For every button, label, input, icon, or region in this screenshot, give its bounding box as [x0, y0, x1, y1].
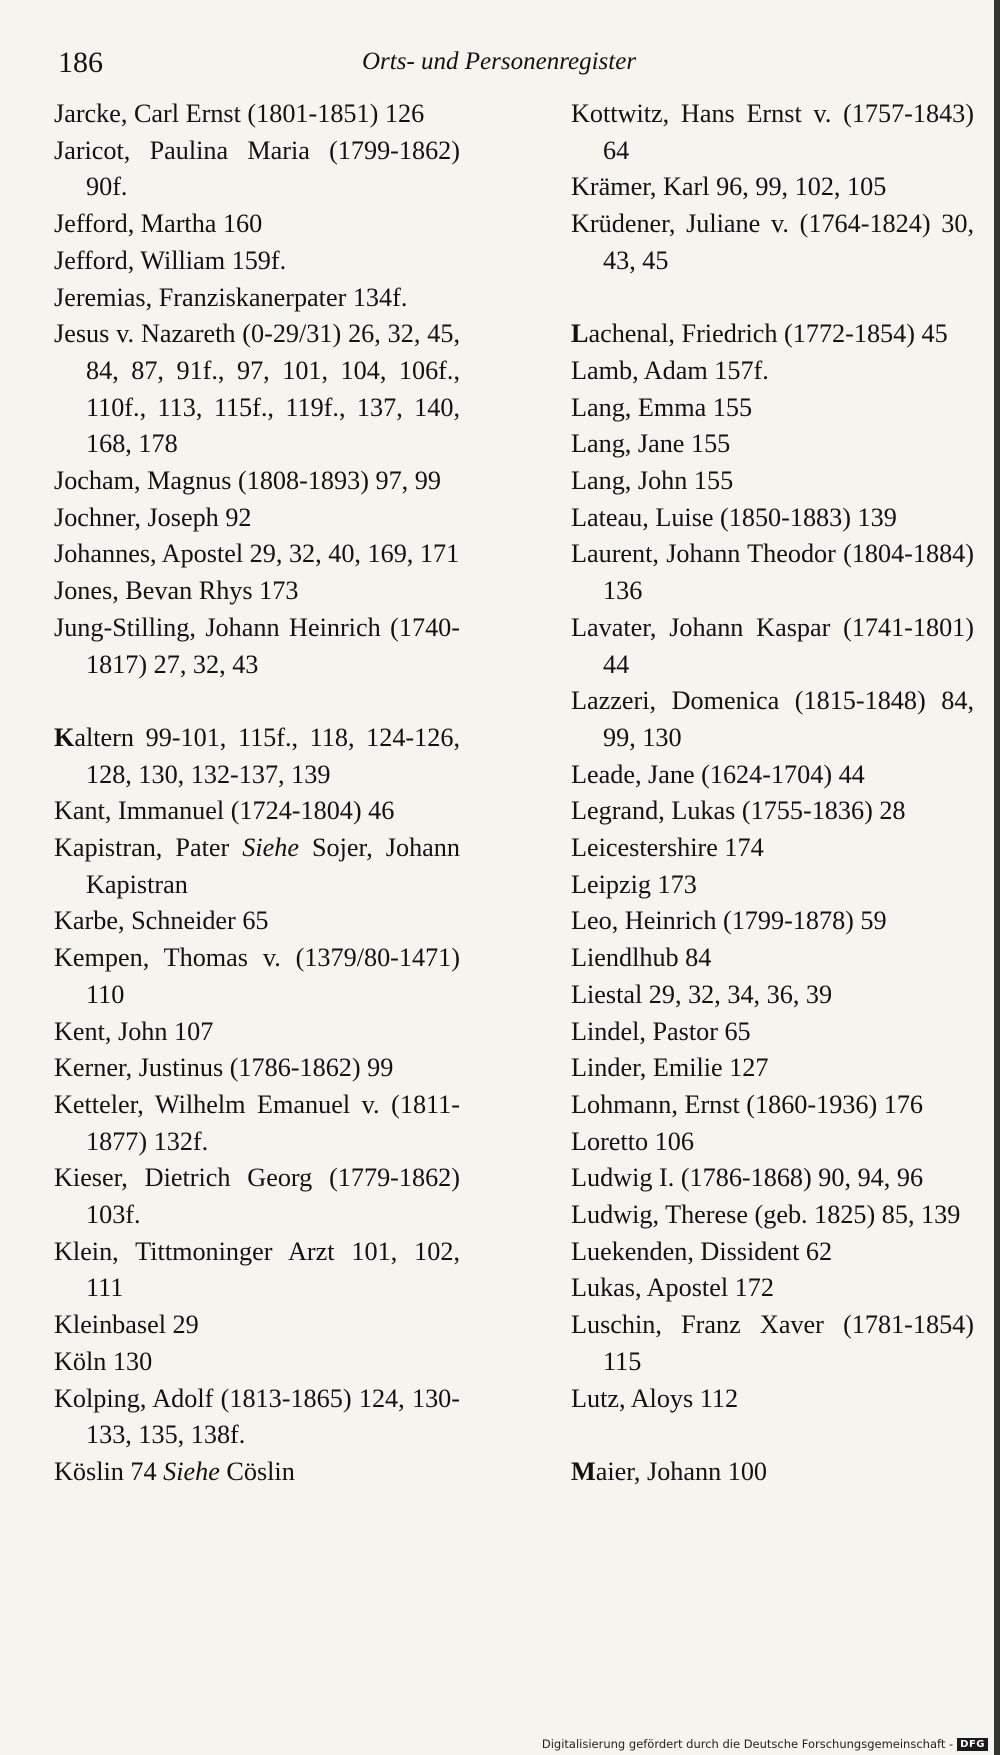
section-spacer	[54, 683, 460, 720]
index-entry	[54, 1381, 460, 1454]
entry-lead: Kapistran, Pater	[54, 833, 243, 863]
index-entry	[54, 243, 460, 280]
entry-text: Lindel, Pastor 65	[571, 1016, 751, 1046]
index-entry	[571, 169, 974, 206]
entry-text: Luekenden, Dissident 62	[571, 1236, 833, 1266]
footer-credit: Digitalisierung gefördert durch die Deutsche Forschungsgemeinschaft -	[541, 1737, 954, 1751]
index-entry	[571, 1454, 974, 1491]
entry-text: Kant, Immanuel (1724-1804) 46	[54, 796, 395, 826]
entry-text: Johannes, Apostel 29, 32, 40, 169, 171	[54, 539, 460, 569]
entry-text: Krüdener, Juliane v. (1764-1824) 30, 43, 45	[571, 209, 974, 275]
entry-text: Sojer, Johann Kapistran	[86, 833, 460, 899]
entry-text: Leo, Heinrich (1799-1878) 59	[571, 906, 887, 936]
index-entry	[571, 1014, 974, 1051]
index-entry	[54, 1160, 460, 1233]
entry-text: Cöslin	[219, 1457, 295, 1486]
entry-text: Lang, Emma 155	[571, 392, 753, 422]
index-entry	[571, 390, 974, 427]
index-entry	[54, 903, 460, 940]
section-spacer	[571, 1417, 974, 1454]
index-entry	[54, 793, 460, 830]
index-entry	[54, 830, 460, 903]
index-entry	[571, 1234, 974, 1271]
entry-text: Köln 130	[54, 1346, 153, 1376]
entry-text: Lavater, Johann Kaspar (1741-1801) 44	[571, 612, 974, 679]
entry-text: Leade, Jane (1624-1704) 44	[571, 759, 865, 789]
index-entry	[571, 1197, 974, 1234]
entry-text: Kolping, Adolf (1813-1865) 124, 130-133, 135, 138f.	[54, 1383, 460, 1450]
index-entry	[571, 903, 974, 940]
entry-text: Krämer, Karl 96, 99, 102, 105	[571, 172, 887, 202]
entry-lead: Köslin 74	[54, 1457, 164, 1486]
index-entry	[571, 1270, 974, 1307]
entry-text: Klein, Tittmoninger Arzt 101, 102, 111	[54, 1236, 460, 1303]
index-entry	[54, 573, 460, 610]
page-number: 186	[58, 46, 103, 79]
index-entry	[54, 316, 460, 463]
index-entry	[54, 1087, 460, 1160]
entry-text: Jones, Bevan Rhys 173	[54, 576, 299, 606]
entry-text: Leipzig 173	[571, 869, 697, 899]
index-entry	[571, 683, 974, 756]
cross-reference-label: Siehe	[242, 833, 299, 863]
index-entry	[54, 1050, 460, 1087]
entry-text: Lateau, Luise (1850-1883) 139	[571, 502, 897, 532]
index-entry	[571, 1124, 974, 1161]
index-entry	[571, 610, 974, 683]
section-initial: K	[54, 722, 75, 752]
entry-text: Lutz, Aloys 112	[571, 1383, 739, 1413]
entry-text: Jocham, Magnus (1808-1893) 97, 99	[54, 466, 441, 496]
index-entry	[571, 1381, 974, 1418]
index-entry	[54, 500, 460, 537]
index-column-right	[571, 96, 974, 1491]
index-entry	[571, 1307, 974, 1380]
index-entry	[54, 610, 460, 683]
entry-text: Lukas, Apostel 172	[571, 1273, 774, 1303]
index-entry	[54, 1344, 460, 1381]
entry-text: altern 99-101, 115f., 118, 124-126, 128, 130, 132-137, 139	[74, 722, 460, 789]
section-initial: L	[571, 319, 589, 349]
entry-text: Lamb, Adam 157f.	[571, 355, 769, 385]
entry-text: Leicestershire 174	[571, 833, 764, 863]
entry-text: Luschin, Franz Xaver (1781-1854) 115	[571, 1310, 974, 1376]
entry-text: Lohmann, Ernst (1860-1936) 176	[571, 1089, 924, 1119]
entry-text: Laurent, Johann Theodor (1804-1884) 136	[571, 539, 974, 606]
index-column-left	[54, 96, 460, 1491]
index-entry	[571, 316, 974, 353]
index-entry	[54, 1307, 460, 1344]
index-entry	[54, 720, 460, 793]
entry-text: achenal, Friedrich (1772-1854) 45	[588, 319, 948, 349]
index-entry	[571, 1050, 974, 1087]
index-entry	[54, 133, 460, 206]
index-entry	[54, 206, 460, 243]
entry-text: Jeremias, Franziskanerpater 134f.	[54, 282, 408, 312]
index-entry	[571, 500, 974, 537]
entry-text: Lang, Jane 155	[571, 429, 731, 459]
entry-text: Legrand, Lukas (1755-1836) 28	[571, 796, 906, 826]
entry-text: Ludwig I. (1786-1868) 90, 94, 96	[571, 1163, 924, 1193]
entry-text: Jefford, Martha 160	[54, 209, 263, 239]
index-entry	[571, 426, 974, 463]
index-entry	[571, 830, 974, 867]
digitization-footer	[542, 1737, 988, 1751]
index-entry	[54, 1234, 460, 1307]
page-header	[0, 44, 1000, 84]
index-entry	[54, 940, 460, 1013]
index-entry	[54, 463, 460, 500]
entry-text: Kieser, Dietrich Georg (1779-1862) 103f.	[54, 1163, 460, 1230]
index-entry	[571, 793, 974, 830]
cross-reference-label: Siehe	[163, 1457, 220, 1486]
dfg-logo: DFG	[957, 1738, 988, 1751]
entry-text: Jung-Stilling, Johann Heinrich (1740-1817) 27, 32, 43	[54, 612, 460, 679]
index-entry	[571, 867, 974, 904]
running-title: Orts- und Personenregister	[362, 48, 637, 75]
index-entry	[54, 280, 460, 317]
entry-text: Jesus v. Nazareth (0-29/31) 26, 32, 45, 84, 87, 91f., 97, 101, 104, 106f., 110f., 113, 115f., 119f., 137, 140, 168, 178	[54, 319, 460, 459]
index-entry	[571, 206, 974, 279]
entry-text: Loretto 106	[571, 1126, 694, 1156]
index-entry	[571, 463, 974, 500]
index-entry	[571, 757, 974, 794]
entry-text: Ketteler, Wilhelm Emanuel v. (1811-1877) 132f.	[54, 1089, 460, 1156]
entry-text: Kerner, Justinus (1786-1862) 99	[54, 1053, 394, 1083]
entry-text: Kottwitz, Hans Ernst v. (1757-1843) 64	[571, 99, 974, 165]
index-entry	[571, 96, 974, 169]
index-entry	[54, 1454, 460, 1491]
entry-text: Ludwig, Therese (geb. 1825) 85, 139	[571, 1200, 961, 1230]
entry-text: Karbe, Schneider 65	[54, 906, 269, 936]
index-entry	[571, 353, 974, 390]
entry-text: Jochner, Joseph 92	[54, 502, 252, 532]
section-initial: M	[571, 1456, 596, 1486]
index-entry	[54, 536, 460, 573]
entry-text: Liestal 29, 32, 34, 36, 39	[571, 979, 833, 1009]
entry-text: Linder, Emilie 127	[571, 1053, 769, 1083]
index-entry	[571, 977, 974, 1014]
entry-text: Kent, John 107	[54, 1016, 214, 1046]
section-spacer	[571, 280, 974, 317]
index-entry	[571, 536, 974, 609]
page-edge	[994, 0, 1000, 1755]
index-entry	[571, 1087, 974, 1124]
entry-text: aier, Johann 100	[595, 1456, 768, 1486]
index-entry	[54, 1014, 460, 1051]
entry-text: Lazzeri, Domenica (1815-1848) 84, 99, 130	[571, 686, 974, 752]
entry-text: Jefford, William 159f.	[54, 245, 287, 275]
index-entry	[54, 96, 460, 133]
entry-text: Kempen, Thomas v. (1379/80-1471) 110	[54, 943, 460, 1009]
index-entry	[571, 1160, 974, 1197]
entry-text: Kleinbasel 29	[54, 1310, 199, 1340]
index-entry	[571, 940, 974, 977]
entry-text: Liendlhub 84	[571, 943, 712, 973]
entry-text: Lang, John 155	[571, 466, 734, 496]
entry-text: Jarcke, Carl Ernst (1801-1851) 126	[54, 99, 425, 128]
entry-text: Jaricot, Paulina Maria (1799-1862) 90f.	[54, 135, 460, 202]
